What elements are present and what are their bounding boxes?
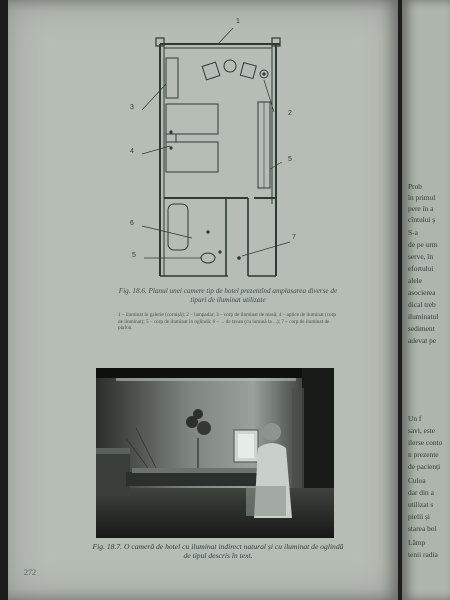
plan-label-6: 6 [130,220,134,227]
right-text-line: dar din a [408,488,434,497]
right-text-line: efortului [408,264,434,273]
right-text-line: Culoa [408,476,426,485]
right-text-line: starea bol [408,524,437,533]
hotel-room-floor-plan [108,14,328,286]
page-number: 272 [24,568,36,577]
plan-label-3: 3 [130,104,134,111]
right-text-line: S-a [408,228,418,237]
hotel-room-photo-image [96,368,334,538]
right-text-line: în primul [408,193,436,202]
right-text-line: adevat pe [408,336,437,345]
right-book-page [402,0,450,600]
right-text-line: alele [408,276,422,285]
figure-18-6-legend: 1 – iluminat în galerie (cornișă); 2 – lampadar; 3 – corp de iluminat de masă; 4 – aplice de iluminat (corp de iluminat); 5 – corp de iluminat în oglindă; 6 – ... de tavan (cu lumină la ...); 7 – corp de iluminat de plafon. [118,312,336,332]
right-text-line: ilerse conto [408,438,443,447]
right-text-line: utilizat s [408,500,434,509]
figure-18-6-caption: Fig. 18.6. Planul unei camere tip de hotel prezentînd amplasarea diverse de tipuri de iluminat utilizate [118,287,338,304]
right-text-line: de pe urm [408,240,438,249]
figure-18-7-caption: Fig. 18.7. O cameră de hotel cu iluminat indirect natural și cu iluminat de oglindă de tipul descris în text. [92,542,344,560]
right-text-line: cîntului ș [408,215,436,224]
right-text-line: de pacienți [408,462,441,471]
plan-label-5-lower: 5 [132,252,136,259]
right-text-line: tenii radia [408,550,438,559]
plan-label-1: 1 [236,18,240,25]
right-text-line: Lămp [408,538,426,547]
plan-label-5-upper: 5 [288,156,292,163]
right-text-line: asocierea [408,288,436,297]
right-text-line: Un f [408,414,422,423]
right-text-line: serve, în [408,252,434,261]
plan-label-2: 2 [288,110,292,117]
right-text-line: n prezente [408,450,439,459]
right-text-line: Prob [408,182,422,191]
plan-label-4: 4 [130,148,134,155]
floor-plan-drawing [108,14,328,286]
right-text-line: iluminatul [408,312,439,321]
right-text-line: savi, este [408,426,436,435]
right-text-line: sediment [408,324,435,333]
plan-label-7: 7 [292,234,296,241]
right-text-line: dical treb [408,300,436,309]
hotel-room-photo [96,368,334,538]
right-text-line: pielii și [408,512,430,521]
right-text-line: pere în a [408,204,434,213]
